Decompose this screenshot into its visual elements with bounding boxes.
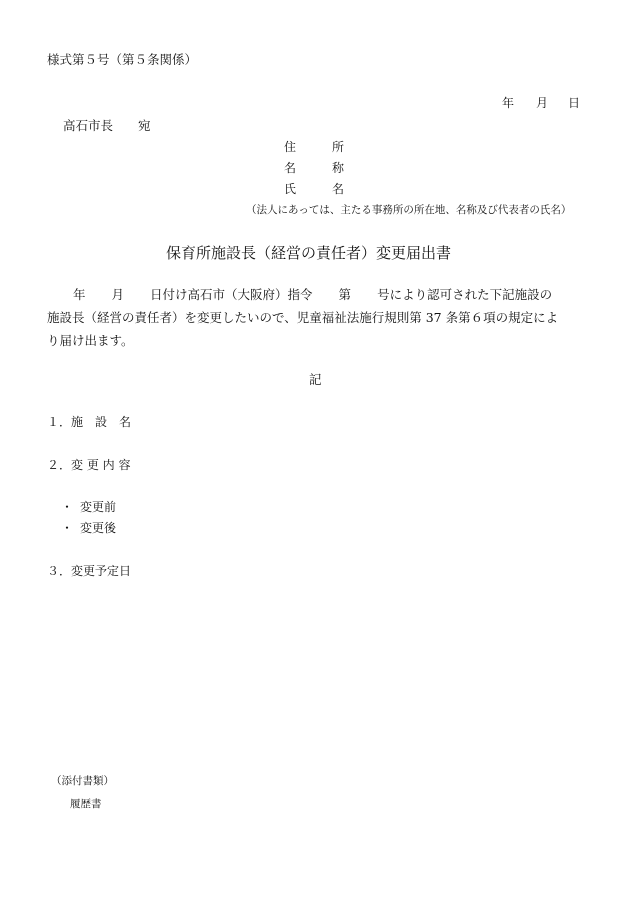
item-after: 変更後 (80, 521, 117, 535)
name-label: 名 称 (284, 161, 345, 175)
bullet-before: ・ (61, 500, 74, 514)
body-month: 月 (111, 287, 125, 302)
body-line-1 (47, 283, 587, 306)
attachments-label: （添付書類） (51, 775, 114, 787)
body-line-2: 施設長（経営の責任者）を変更したいので、児童福祉法施行規則第 37 条第６項の規定によ (47, 310, 559, 325)
applicant-note: （法人にあっては、主たる事務所の所在地、名称及び代表者の氏名） (246, 204, 572, 216)
item-before: 変更前 (80, 500, 117, 514)
body-part2: 号により認可された下記施設の (377, 287, 553, 302)
body-number-label: 第 (338, 287, 352, 302)
date-month-label: 月 (536, 96, 549, 110)
form-number: 様式第５号（第５条関係） (47, 52, 198, 67)
body-line-3: り届け出ます。 (47, 333, 134, 348)
person-name-label: 氏 名 (284, 182, 345, 196)
body-part1: 日付け高石市（大阪府）指令 (150, 287, 313, 302)
item-facility-name: １．施 設 名 (47, 415, 132, 429)
ki-heading: 記 (309, 372, 322, 387)
item-scheduled-date: ３．変更予定日 (47, 564, 132, 578)
document-title: 保育所施設長（経営の責任者）変更届出書 (166, 244, 452, 262)
item-change-content: ２．変 更 内 容 (47, 458, 131, 472)
bullet-after: ・ (61, 521, 74, 535)
body-paragraph (47, 283, 587, 352)
address-label: 住 所 (284, 140, 345, 154)
date-year-label: 年 (502, 96, 515, 110)
body-year: 年 (73, 287, 86, 302)
date-day-label: 日 (568, 96, 581, 110)
attachment-item: 履歴書 (70, 798, 102, 810)
addressee: 高石市長 宛 (63, 118, 151, 133)
